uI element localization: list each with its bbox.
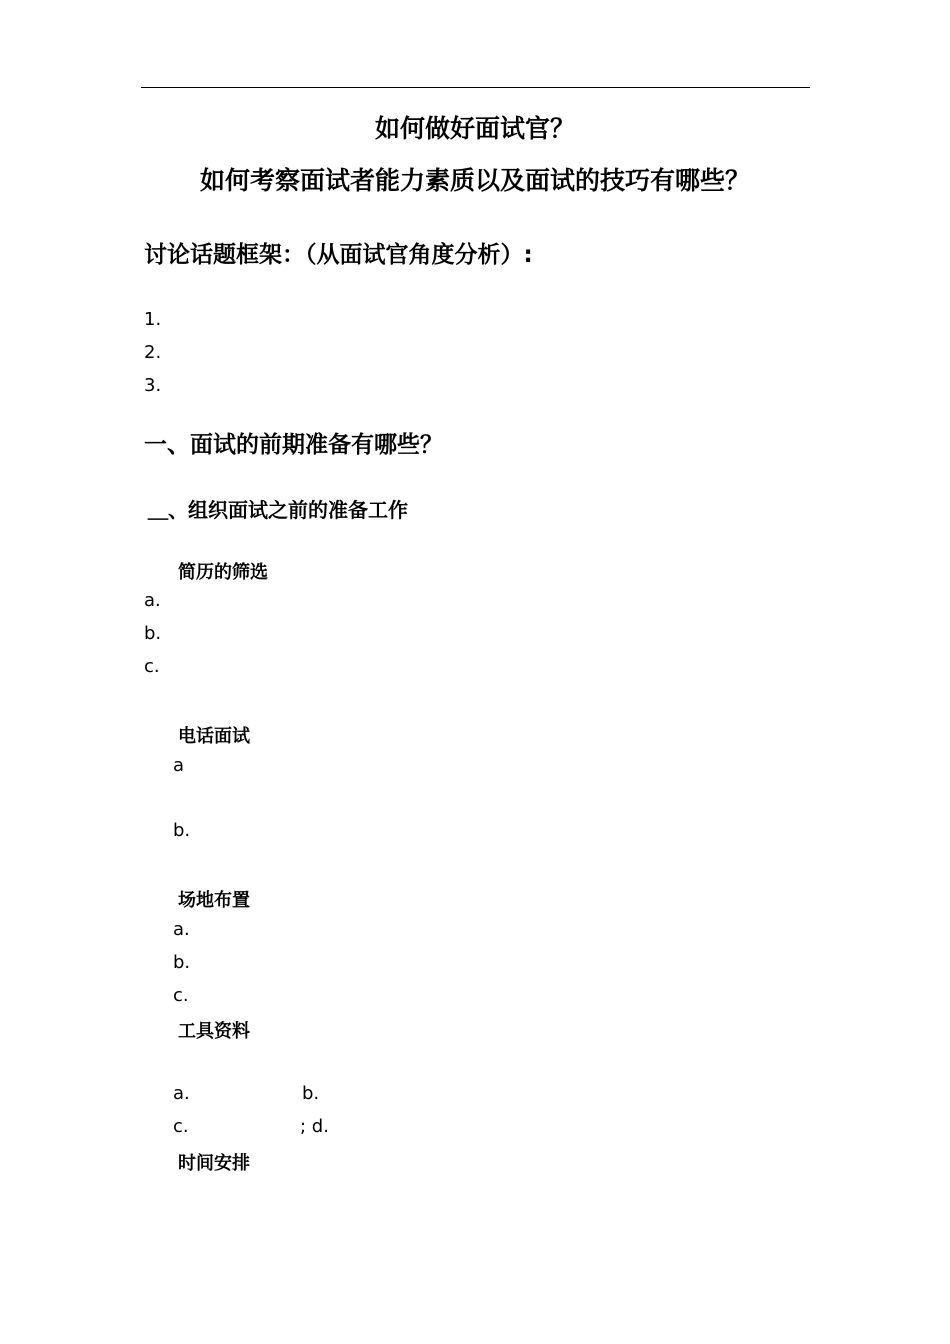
phone-interview-heading: 电话面试 <box>178 726 250 747</box>
framework-heading: 讨论话题框架：（从面试官角度分析）: <box>144 242 533 268</box>
tools-item-c: c. <box>173 1116 189 1137</box>
resume-item-c: c. <box>144 656 160 677</box>
framework-item-1: 1. <box>144 309 162 330</box>
time-schedule-heading: 时间安排 <box>178 1153 250 1174</box>
tools-item-b: b. <box>302 1083 320 1104</box>
tools-item-d: ; d. <box>300 1116 329 1137</box>
subsection-heading-organize: ＿、组织面试之前的准备工作 <box>148 498 408 522</box>
page-subtitle: 如何考察面试者能力素质以及面试的技巧有哪些？ <box>199 166 750 195</box>
venue-layout-heading: 场地布置 <box>178 890 250 911</box>
page-title: 如何做好面试官？ <box>374 114 575 143</box>
venue-item-c: c. <box>173 985 189 1006</box>
section-heading-preparation: 一、面试的前期准备有哪些？ <box>144 432 443 458</box>
phone-item-a: a <box>173 755 185 776</box>
resume-item-b: b. <box>144 623 162 644</box>
phone-item-b: b. <box>173 820 191 841</box>
resume-item-a: a. <box>144 590 161 611</box>
framework-item-2: 2. <box>144 342 162 363</box>
tools-materials-heading: 工具资料 <box>178 1021 250 1042</box>
venue-item-b: b. <box>173 952 191 973</box>
venue-item-a: a. <box>173 919 190 940</box>
framework-item-3: 3. <box>144 375 162 396</box>
tools-item-a: a. <box>173 1083 190 1104</box>
header-rule <box>141 87 810 88</box>
resume-screening-heading: 简历的筛选 <box>178 562 268 583</box>
